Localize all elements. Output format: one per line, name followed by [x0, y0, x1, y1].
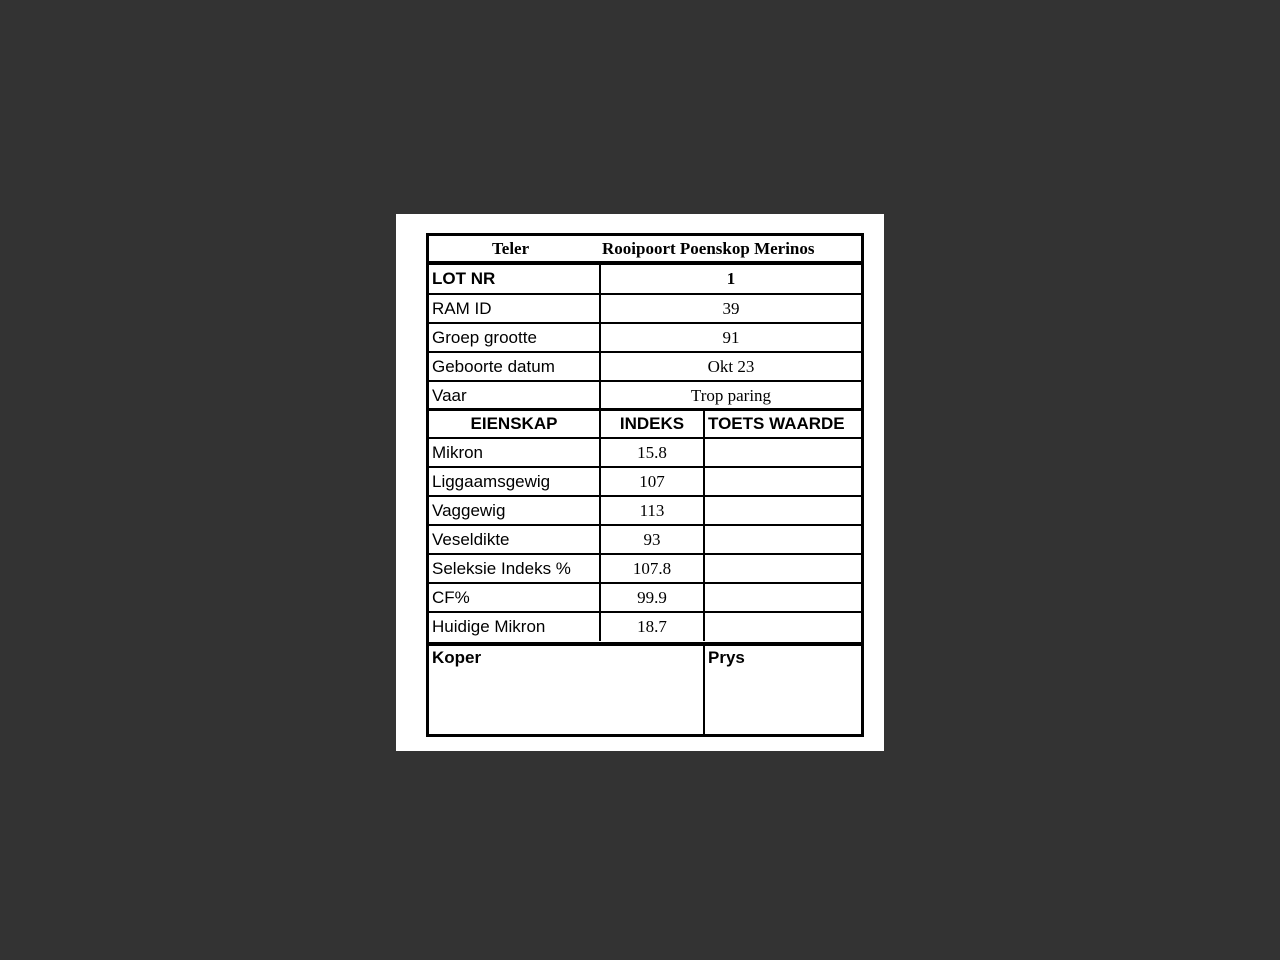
trait-index: 99.9	[600, 583, 704, 612]
trait-index: 18.7	[600, 612, 704, 641]
trait-index: 107	[600, 467, 704, 496]
info-value: 91	[600, 323, 861, 352]
trait-name: Liggaamsgewig	[429, 467, 600, 496]
info-label: Vaar	[429, 381, 600, 410]
trait-index: 107.8	[600, 554, 704, 583]
price-label: Prys	[704, 646, 861, 734]
traits-header-row	[429, 411, 861, 438]
table-row	[429, 612, 861, 641]
buyer-price-table	[426, 643, 864, 737]
trait-name: Veseldikte	[429, 525, 600, 554]
trait-name: Mikron	[429, 438, 600, 467]
trait-test-value	[704, 438, 861, 467]
lot-info-table	[426, 262, 864, 411]
trait-test-value	[704, 496, 861, 525]
trait-name: Vaggewig	[429, 496, 600, 525]
trait-index: 113	[600, 496, 704, 525]
info-row-birth-date	[429, 352, 861, 381]
column-header-trait: EIENSKAP	[429, 411, 600, 438]
trait-test-value	[704, 612, 861, 641]
table-row	[429, 438, 861, 467]
info-row-lot	[429, 265, 861, 294]
table-row	[429, 467, 861, 496]
trait-index: 93	[600, 525, 704, 554]
info-label: LOT NR	[429, 265, 600, 294]
info-value: 1	[600, 265, 861, 294]
info-row-group-size	[429, 323, 861, 352]
info-value: 39	[600, 294, 861, 323]
table-row	[429, 525, 861, 554]
info-label: Geboorte datum	[429, 352, 600, 381]
trait-test-value	[704, 554, 861, 583]
trait-test-value	[704, 525, 861, 554]
trait-test-value	[704, 583, 861, 612]
buyer-price-row	[429, 646, 861, 734]
table-row	[429, 554, 861, 583]
lot-card	[426, 233, 864, 737]
info-row-ram-id	[429, 294, 861, 323]
table-row	[429, 496, 861, 525]
trait-test-value	[704, 467, 861, 496]
column-header-index: INDEKS	[600, 411, 704, 438]
trait-name: Seleksie Indeks %	[429, 554, 600, 583]
breeder-label: Teler	[492, 239, 530, 258]
column-header-test-value: TOETS WAARDE	[704, 411, 861, 438]
trait-index: 15.8	[600, 438, 704, 467]
info-value: Okt 23	[600, 352, 861, 381]
info-label: RAM ID	[429, 294, 600, 323]
traits-table	[426, 408, 864, 645]
trait-name: CF%	[429, 583, 600, 612]
breeder-header	[426, 233, 864, 264]
info-label: Groep grootte	[429, 323, 600, 352]
document-page	[396, 214, 884, 751]
table-row	[429, 583, 861, 612]
info-value: Trop paring	[600, 381, 861, 410]
buyer-label: Koper	[429, 646, 704, 734]
info-row-sire	[429, 381, 861, 410]
trait-name: Huidige Mikron	[429, 612, 600, 641]
breeder-name: Rooipoort Poenskop Merinos	[602, 239, 815, 258]
